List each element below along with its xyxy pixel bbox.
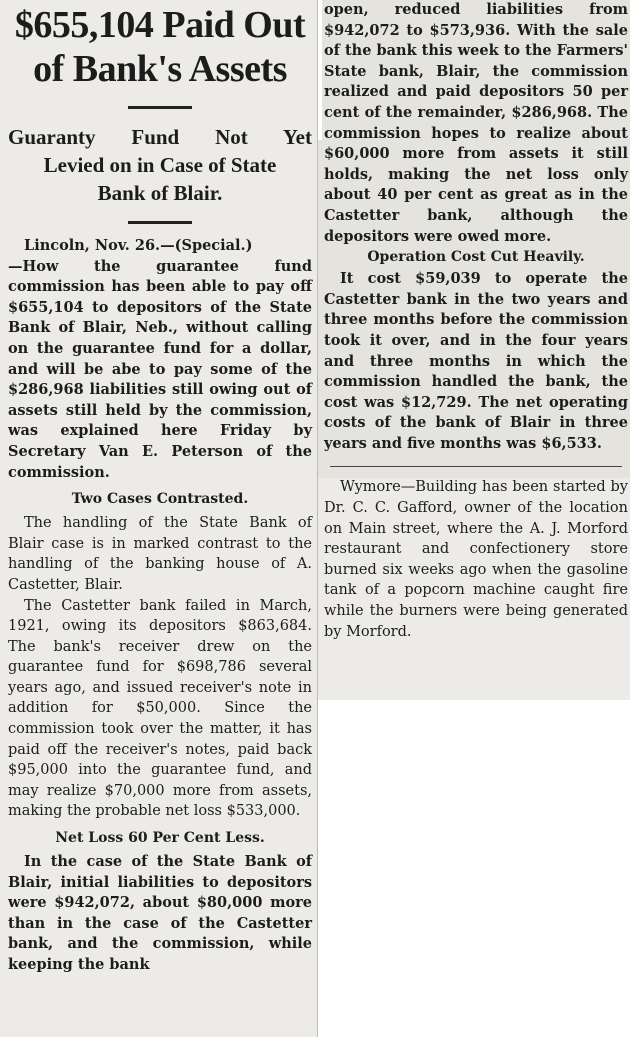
paragraph-3: The Castetter bank failed in March, 1921, owing its depositors $863,684. The bank's receiver drew on the guarantee fund for $698,786 several years ago, and issued receiver's note in addition for $50,000. Since the commission took over the matter, it has paid off the receiver's notes, paid back $95,000 into the guarantee fund, and may realize $70,000 more from assets, making the probable net loss $533,000. [8,597,312,820]
subhead-net-loss: Net Loss 60 Per Cent Less. [55,830,265,847]
headline-rule [128,106,192,109]
paragraph-5: open, reduced liabilities from $942,072 to $573,936. With the sale of the bank this week to the Farmers' State bank, Blair, the commission realized and paid depositors 50 per cent of the remainder, $286,968. The commission hopes to realize about $60,000 more from assets it still holds, making the net loss only about 40 per cent as great as in the Castetter bank, although the depositors were owed more. [324,1,628,245]
deck-rule [128,221,192,224]
left-column [8,0,312,976]
paragraph-4: In the case of the State Bank of Blair, initial liabilities to depositors were $942,072, about $80,000 more than in the case of the Castetter bank, and the commission, while keeping the bank [8,853,312,973]
paragraph-2: The handling of the State Bank of Blair case is in marked contrast to the handling of the banking house of A. Castetter, Blair. [8,515,312,593]
headline-line-1: $655,104 Paid Out [14,4,306,46]
brief-separator [330,466,622,467]
deck-line-2: Levied on in Case of State [43,153,277,177]
clipping-gap [318,0,322,140]
paragraph-6: It cost $59,039 to operate the Castetter bank in the two years and three months before the commission took it over, and in the four years and three months in which the commission handled the bank, the cost was $12,729. The net operating costs of the bank of Blair in three years and five months was $6,533. [324,270,628,452]
deck-line-3: Bank of Blair. [97,181,223,205]
subhead-two-cases: Two Cases Contrasted. [71,491,249,508]
paragraph-1: —How the guarantee fund commission has been able to pay off $655,104 to depositors of the State Bank of Blair, Neb., without calling on the guarantee fund for a dollar, and will be abe to pay some of the $286,968 liabilities still owing out of assets still held by the commission, was explained here Friday by Secretary Van E. Peterson of the commission. [8,257,312,481]
right-column [324,0,628,642]
subhead-operation-cost: Operation Cost Cut Heavily. [367,249,585,266]
headline-line-2: of Bank's Assets [33,48,287,90]
brief-wymore: Wymore—Building has been started by Dr. C. C. Gafford, owner of the location on Main street, where the A. J. Morford restaurant and confectionery store burned six weeks ago when the gasoline tank of a popcorn machine caught fire while the burners were being generated by Morford. [324,479,628,640]
deck-line-1: Guaranty Fund Not Yet [8,125,312,149]
dateline: Lincoln, Nov. 26.—(Special.) [24,237,253,254]
